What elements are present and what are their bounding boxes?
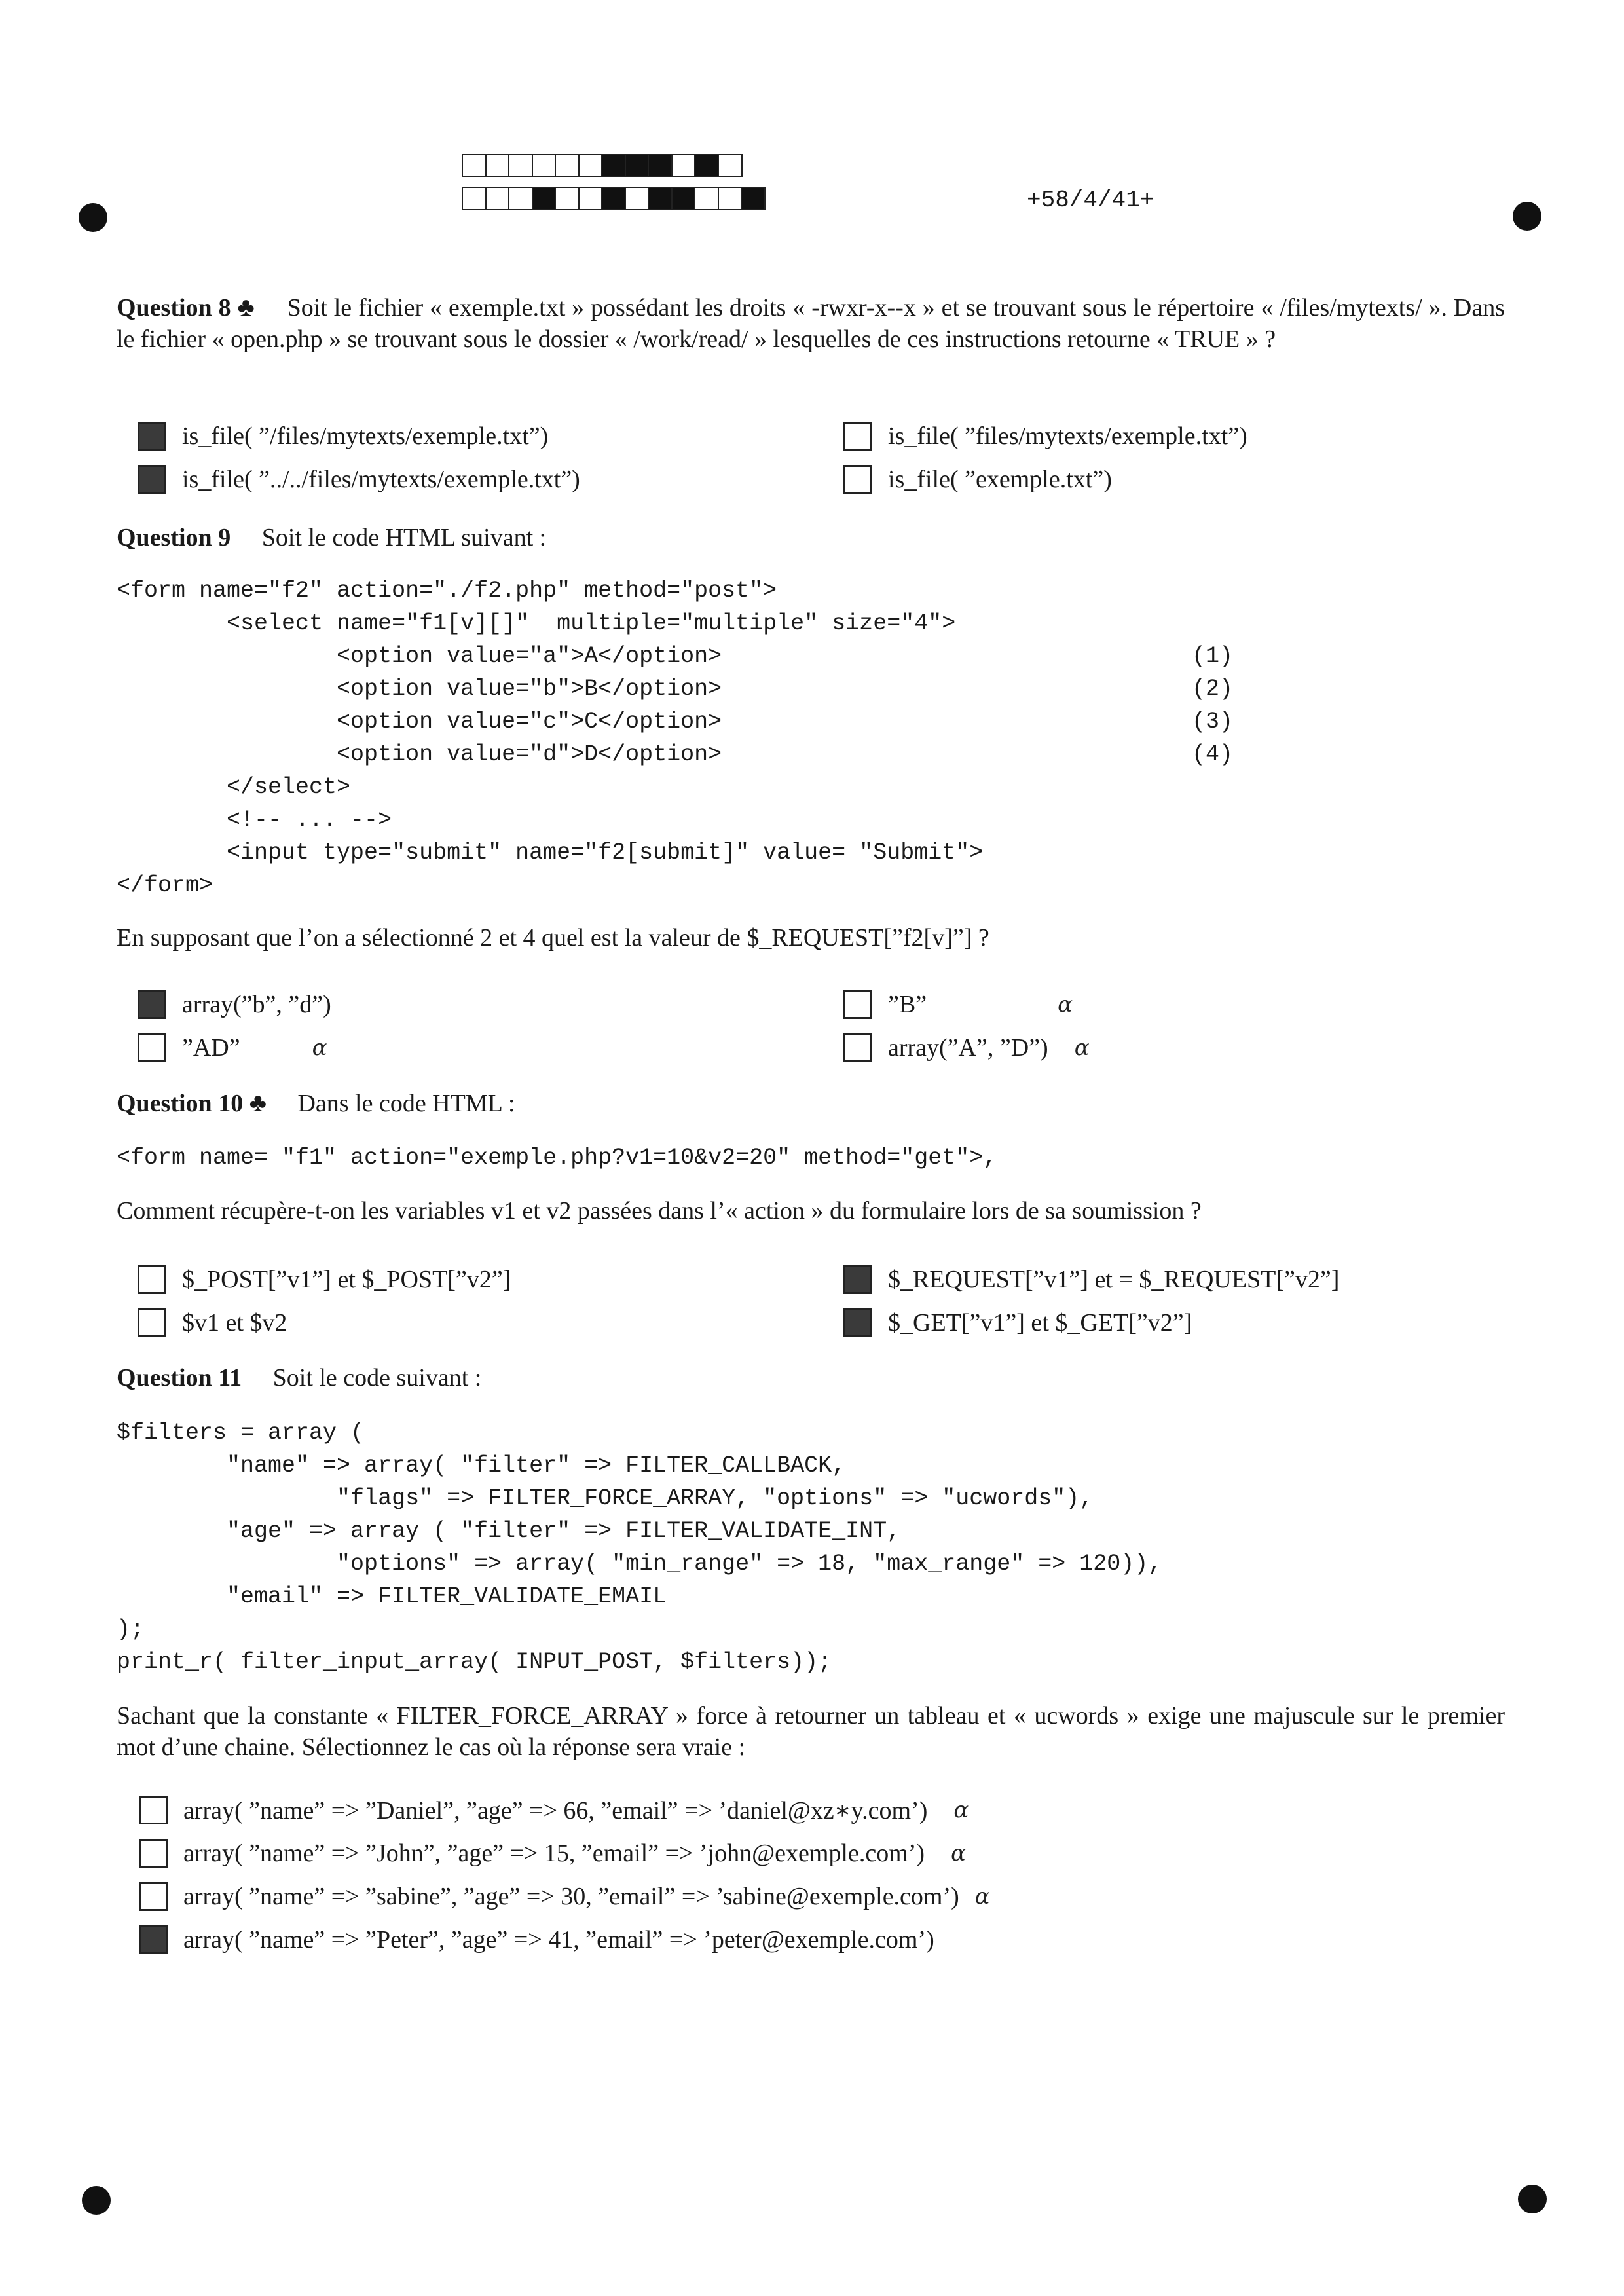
barcode-cell — [718, 154, 743, 177]
barcode-cell — [648, 154, 673, 177]
question-8-text: Soit le fichier « exemple.txt » possédant les droits « -rwxr-x--x » et se trouvant sous le répertoire « /files/mytexts/ ». Dans le fichier « open.php » se trouvant sous le dossier « /work/read/ » lesquelles de ces instructions retourne « TRUE » ? — [117, 294, 1505, 353]
grader-mark: α — [951, 1840, 967, 1866]
q10-checkbox-4[interactable] — [843, 1308, 872, 1337]
q9-option-4-label: array(”A”, ”D”) — [888, 1034, 1048, 1062]
q8-checkbox-1[interactable] — [138, 422, 166, 451]
corner-dot-top-left — [79, 203, 107, 232]
corner-dot-bottom-right — [1518, 2185, 1547, 2213]
q11-checkbox-4[interactable] — [139, 1925, 168, 1954]
barcode-cell — [671, 154, 696, 177]
q8-option-4[interactable] — [843, 462, 1112, 496]
q8-checkbox-3[interactable] — [138, 465, 166, 494]
line-number: (3) — [1192, 709, 1234, 735]
q11-checkbox-3[interactable] — [139, 1882, 168, 1911]
q8-option-4-label: is_file( ”exemple.txt”) — [888, 466, 1112, 493]
q11-option-2[interactable] — [139, 1836, 966, 1870]
barcode-cell — [694, 154, 719, 177]
question-11 — [117, 1362, 481, 1394]
line-number: (2) — [1192, 676, 1234, 702]
q10-option-1-label: $_POST[”v1”] et $_POST[”v2”] — [182, 1266, 511, 1293]
q11-option-1[interactable] — [139, 1793, 969, 1827]
q8-option-1-label: is_file( ”/files/mytexts/exemple.txt”) — [182, 422, 549, 450]
code-line: </select> — [117, 774, 351, 800]
code-line: <form name="f2" action="./f2.php" method="post"> — [117, 578, 777, 604]
q11-option-3[interactable] — [139, 1879, 990, 1914]
q9-checkbox-2[interactable] — [843, 990, 872, 1019]
q11-checkbox-2[interactable] — [139, 1839, 168, 1868]
q8-option-2-label: is_file( ”files/mytexts/exemple.txt”) — [888, 422, 1247, 450]
q9-option-4[interactable] — [843, 1031, 1090, 1065]
q8-option-3[interactable] — [138, 462, 580, 496]
barcode-cell — [625, 154, 650, 177]
barcode-cell — [578, 187, 603, 210]
barcode-row-1 — [462, 154, 741, 177]
barcode-cell — [485, 154, 510, 177]
question-8 — [117, 291, 1505, 355]
q9-option-2-label: ”B” — [888, 991, 927, 1018]
grader-mark: α — [953, 1797, 969, 1823]
code-line: <option value="c">C</option> — [117, 709, 722, 735]
grader-mark: α — [974, 1883, 990, 1910]
q11-option-1-label: array( ”name” => ”Daniel”, ”age” => 66, ”email” => ’daniel@xz∗y.com’) — [183, 1796, 928, 1824]
code-line: ); — [117, 1616, 145, 1642]
code-line: <input type="submit" name="f2[submit]" value= "Submit"> — [117, 840, 984, 866]
grader-mark: α — [1074, 1035, 1090, 1061]
grader-mark: α — [1058, 991, 1073, 1018]
q10-option-3[interactable] — [138, 1306, 287, 1340]
q10-code: <form name= "f1" action="exemple.php?v1=10&v2=20" method="get">, — [117, 1145, 997, 1171]
code-line: </form> — [117, 872, 213, 898]
q9-prompt: En supposant que l’on a sélectionné 2 et 4 quel est la valeur de $_REQUEST[”f2[v]”] ? — [117, 924, 989, 952]
q8-option-3-label: is_file( ”../../files/mytexts/exemple.txt”) — [182, 466, 580, 493]
barcode-cell — [532, 154, 557, 177]
barcode-cell — [718, 187, 743, 210]
barcode-cell — [578, 154, 603, 177]
code-line: $filters = array ( — [117, 1420, 365, 1446]
q10-option-4[interactable] — [843, 1306, 1192, 1340]
club-icon: ♣ — [249, 1088, 267, 1117]
code-line: "options" => array( "min_range" => 18, "max_range" => 120)), — [117, 1551, 1162, 1577]
q10-prompt: Comment récupère-t-on les variables v1 et v2 passées dans l’« action » du formulaire lors de sa soumission ? — [117, 1197, 1202, 1225]
q11-option-2-label: array( ”name” => ”John”, ”age” => 15, ”email” => ’john@exemple.com’) — [183, 1840, 925, 1867]
q10-option-3-label: $v1 et $v2 — [182, 1309, 287, 1337]
line-number: (1) — [1192, 643, 1234, 669]
barcode-cell — [462, 187, 487, 210]
barcode-cell — [741, 187, 766, 210]
q9-checkbox-3[interactable] — [138, 1033, 166, 1062]
q9-option-1[interactable] — [138, 988, 331, 1022]
barcode-cell — [555, 154, 580, 177]
barcode-cell — [601, 187, 626, 210]
q10-option-4-label: $_GET[”v1”] et $_GET[”v2”] — [888, 1309, 1192, 1337]
question-10 — [117, 1087, 515, 1119]
q9-checkbox-4[interactable] — [843, 1033, 872, 1062]
exam-id: +58/4/41+ — [1027, 187, 1154, 213]
code-line: "flags" => FILTER_FORCE_ARRAY, "options" => "ucwords"), — [117, 1485, 1094, 1511]
q10-option-1[interactable] — [138, 1263, 511, 1297]
code-line: <option value="d">D</option> — [117, 741, 722, 768]
q8-checkbox-4[interactable] — [843, 465, 872, 494]
question-8-label: Question 8 — [117, 294, 231, 322]
barcode-cell — [671, 187, 696, 210]
code-line: print_r( filter_input_array( INPUT_POST, $filters)); — [117, 1649, 832, 1675]
question-10-text: Dans le code HTML : — [297, 1090, 515, 1117]
corner-dot-bottom-left — [82, 2186, 111, 2215]
code-line: <!-- ... --> — [117, 807, 392, 833]
code-line: <select name="f1[v][]" multiple="multiple" size="4"> — [117, 610, 956, 637]
code-line: <option value="b">B</option> — [117, 676, 722, 702]
barcode-cell — [648, 187, 673, 210]
barcode-row-2 — [462, 187, 764, 210]
q11-option-3-label: array( ”name” => ”sabine”, ”age” => 30, ”email” => ’sabine@exemple.com’) — [183, 1883, 959, 1910]
question-11-text: Soit le code suivant : — [272, 1364, 482, 1392]
barcode-cell — [508, 154, 533, 177]
line-number: (4) — [1192, 741, 1234, 768]
q8-checkbox-2[interactable] — [843, 422, 872, 451]
q11-checkbox-1[interactable] — [139, 1796, 168, 1824]
q11-prompt: Sachant que la constante « FILTER_FORCE_ARRAY » force à retourner un tableau et « ucwords » exige une majuscule sur le premier mot d’une chaine. Sélectionnez le cas où la réponse sera vraie : — [117, 1702, 1505, 1761]
barcode-cell — [532, 187, 557, 210]
code-line: "name" => array( "filter" => FILTER_CALLBACK, — [117, 1453, 846, 1479]
question-9-label: Question 9 — [117, 524, 231, 551]
q9-option-3[interactable] — [138, 1031, 327, 1065]
q11-option-4[interactable] — [139, 1923, 934, 1957]
q8-option-1[interactable] — [138, 419, 548, 453]
corner-dot-top-right — [1513, 202, 1541, 231]
q9-checkbox-1[interactable] — [138, 990, 166, 1019]
q9-option-3-label: ”AD” — [182, 1034, 240, 1062]
code-line: <option value="a">A</option> — [117, 643, 722, 669]
q9-option-2[interactable] — [843, 988, 1073, 1022]
barcode-cell — [485, 187, 510, 210]
q9-option-1-label: array(”b”, ”d”) — [182, 991, 331, 1018]
question-9-text: Soit le code HTML suivant : — [261, 524, 547, 551]
q10-option-2-label: $_REQUEST[”v1”] et = $_REQUEST[”v2”] — [888, 1266, 1340, 1293]
question-11-label: Question 11 — [117, 1364, 242, 1392]
question-9 — [117, 522, 546, 553]
code-line: "email" => FILTER_VALIDATE_EMAIL — [117, 1583, 667, 1610]
barcode-cell — [462, 154, 487, 177]
q8-option-2[interactable] — [843, 419, 1247, 453]
q10-option-2[interactable] — [843, 1263, 1339, 1297]
barcode-cell — [555, 187, 580, 210]
question-10-label: Question 10 — [117, 1090, 244, 1117]
q10-checkbox-3[interactable] — [138, 1308, 166, 1337]
code-line: "age" => array ( "filter" => FILTER_VALIDATE_INT, — [117, 1518, 901, 1544]
q11-option-4-label: array( ”name” => ”Peter”, ”age” => 41, ”email” => ’peter@exemple.com’) — [183, 1926, 934, 1953]
q10-checkbox-1[interactable] — [138, 1265, 166, 1294]
club-icon: ♣ — [237, 292, 255, 322]
barcode-cell — [625, 187, 650, 210]
barcode-cell — [694, 187, 719, 210]
q10-checkbox-2[interactable] — [843, 1265, 872, 1294]
grader-mark: α — [312, 1035, 327, 1061]
barcode-cell — [508, 187, 533, 210]
barcode-cell — [601, 154, 626, 177]
